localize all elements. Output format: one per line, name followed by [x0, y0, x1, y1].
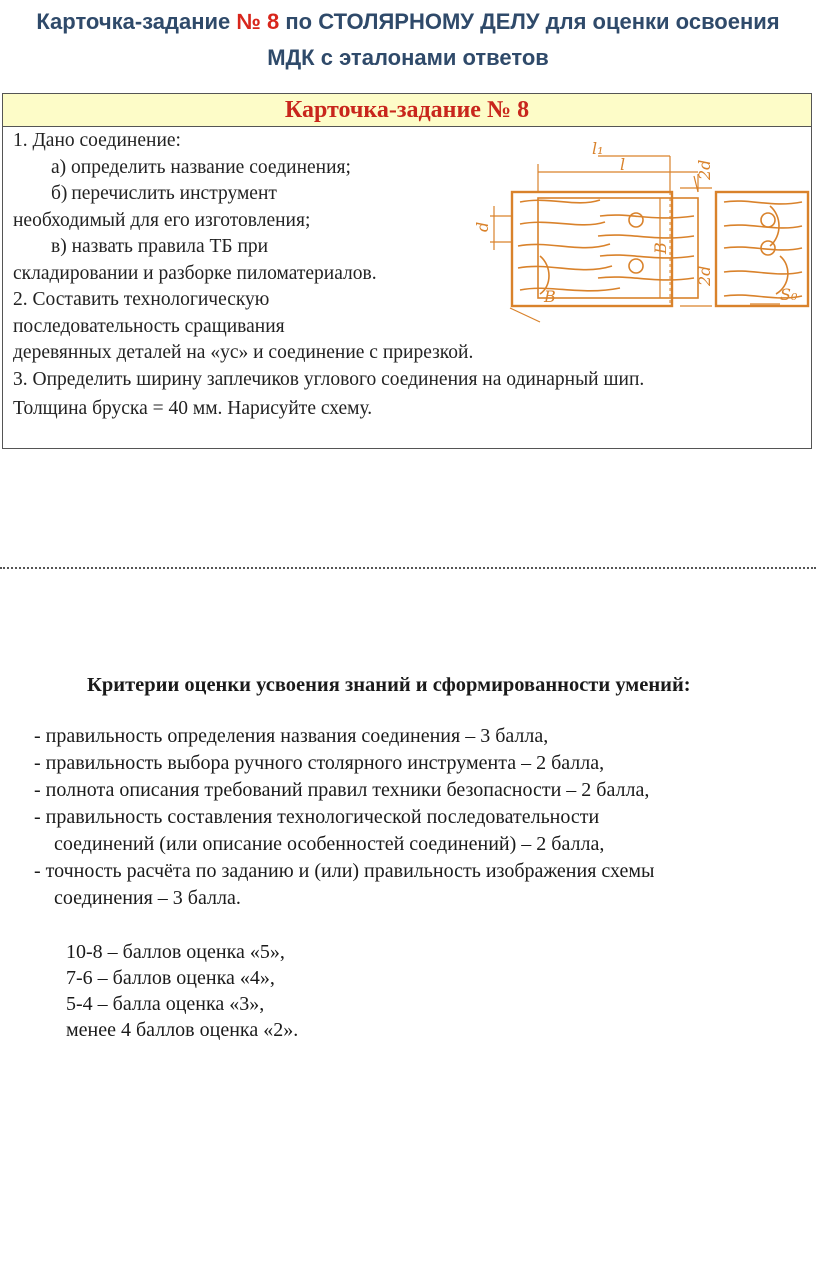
- grade-line: 10-8 – баллов оценка «5»,: [66, 941, 285, 963]
- dowel: [629, 213, 643, 227]
- criteria-item-continuation: соединения – 3 балла.: [54, 887, 241, 909]
- grade-line: менее 4 баллов оценка «2».: [66, 1019, 299, 1041]
- tenon: [538, 198, 698, 298]
- dim-label-b-left: B: [544, 287, 556, 306]
- grade-line: 7-6 – баллов оценка «4»,: [66, 967, 275, 989]
- task-line: деревянных деталей на «ус» и соединение с прирезкой.: [13, 342, 474, 363]
- task-line: в) назвать правила ТБ при: [51, 236, 269, 257]
- dowel: [761, 213, 775, 227]
- title-suffix: по СТОЛЯРНОМУ ДЕЛУ для оценки освоения: [279, 9, 780, 34]
- criteria-item: - правильность составления технологической последовательности: [34, 806, 600, 828]
- criteria-item: - полнота описания требований правил техники безопасности – 2 балла,: [34, 779, 650, 801]
- task-line: 1. Дано соединение:: [13, 130, 181, 151]
- task-line: 3. Определить ширину заплечиков углового соединения на одинарный шип.: [13, 368, 645, 390]
- task-line: складировании и разборке пиломатериалов.: [13, 262, 377, 284]
- criteria-item: - правильность выбора ручного столярного инструмента – 2 балла,: [34, 752, 605, 774]
- dim-label-l1: l₁: [592, 139, 604, 158]
- dim-label-2d-bottom: 2d: [695, 265, 714, 286]
- grade-line: 5-4 – балла оценка «3»,: [66, 993, 265, 1015]
- dim-label-l: l: [620, 155, 626, 174]
- dim-label-b-mid: B: [651, 242, 670, 254]
- dotted-divider: [0, 567, 816, 569]
- dowel: [629, 259, 643, 273]
- task-line: а) определить название соединения;: [51, 156, 351, 178]
- task-card-heading: Карточка-задание № 8: [3, 94, 811, 127]
- dim-label-2d-top: 2d: [695, 159, 714, 180]
- page-title-line2: МДК с эталонами ответов: [267, 45, 549, 70]
- task-line: необходимый для его изготовления;: [13, 209, 311, 231]
- dim-label-d: d: [473, 221, 492, 232]
- title-number: № 8: [236, 9, 280, 34]
- task-line: Толщина бруска = 40 мм. Нарисуйте схему.: [13, 398, 373, 419]
- task-line: последовательность сращивания: [13, 315, 285, 337]
- criteria-section: [0, 670, 816, 1043]
- criteria-item-continuation: соединений (или описание особенностей соединений) – 2 балла,: [54, 833, 605, 855]
- page-title-line1: [0, 4, 816, 40]
- dim-label-s0: S₀: [780, 285, 798, 304]
- page-title: [0, 4, 816, 76]
- task-line: б) перечислить инструмент: [51, 183, 277, 204]
- title-prefix: Карточка-задание: [36, 9, 237, 34]
- criteria-list: [0, 723, 816, 912]
- criteria-item: - точность расчёта по заданию и (или) правильность изображения схемы: [34, 860, 655, 882]
- grade-scale: [0, 939, 816, 1043]
- criteria-item: - правильность определения названия соединения – 3 балла,: [34, 725, 549, 747]
- criteria-title: Критерии оценки усвоения знаний и сформированности умений:: [87, 674, 691, 696]
- task-line: 2. Составить технологическую: [13, 289, 270, 310]
- joint-drawing: [473, 136, 812, 328]
